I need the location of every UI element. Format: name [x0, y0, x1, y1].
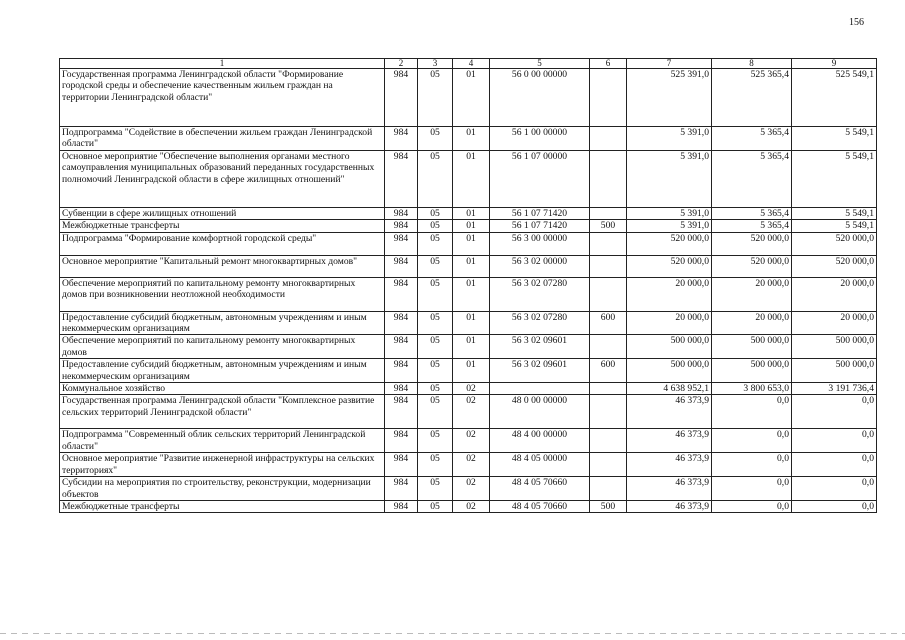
amount-col-9: 0,0 [792, 453, 877, 477]
expense-type: 500 [590, 220, 627, 232]
subsection-code: 01 [453, 207, 490, 219]
subsection-code: 01 [453, 69, 490, 127]
subsection-code: 01 [453, 277, 490, 311]
item-name: Подпрограмма "Содействие в обеспечении жильем граждан Ленинградской области" [60, 127, 385, 151]
table-row [60, 335, 877, 359]
table-row [60, 453, 877, 477]
amount-col-7: 5 391,0 [627, 150, 712, 207]
expense-type: 600 [590, 359, 627, 383]
table-row [60, 255, 877, 277]
item-name: Основное мероприятие "Капитальный ремонт многоквартирных домов" [60, 255, 385, 277]
item-name: Основное мероприятие "Обеспечение выполнения органами местного самоуправления муниципальных образований переданных государственных полномочий Ленинградской области в сфере жилищных отношений" [60, 150, 385, 207]
admin-code: 984 [385, 477, 418, 501]
expense-type [590, 453, 627, 477]
table-row [60, 383, 877, 395]
admin-code: 984 [385, 395, 418, 429]
amount-col-9: 500 000,0 [792, 335, 877, 359]
amount-col-7: 500 000,0 [627, 359, 712, 383]
amount-col-8: 5 365,4 [712, 220, 792, 232]
subsection-code: 02 [453, 395, 490, 429]
item-name: Коммунальное хозяйство [60, 383, 385, 395]
expense-type [590, 477, 627, 501]
section-code: 05 [418, 477, 453, 501]
subsection-code: 01 [453, 255, 490, 277]
amount-col-7: 500 000,0 [627, 335, 712, 359]
amount-col-8: 0,0 [712, 429, 792, 453]
amount-col-7: 20 000,0 [627, 277, 712, 311]
amount-col-7: 520 000,0 [627, 255, 712, 277]
table-row [60, 395, 877, 429]
amount-col-9: 20 000,0 [792, 311, 877, 335]
item-name: Государственная программа Ленинградской области "Комплексное развитие сельских территорий Ленинградской области" [60, 395, 385, 429]
item-name: Субсидии на мероприятия по строительству, реконструкции, модернизации объектов [60, 477, 385, 501]
expense-type: 500 [590, 500, 627, 512]
amount-col-7: 20 000,0 [627, 311, 712, 335]
amount-col-9: 5 549,1 [792, 207, 877, 219]
admin-code: 984 [385, 232, 418, 255]
amount-col-7: 46 373,9 [627, 395, 712, 429]
section-code: 05 [418, 359, 453, 383]
amount-col-9: 0,0 [792, 500, 877, 512]
subsection-code: 01 [453, 232, 490, 255]
header-col-1: 1 [60, 59, 385, 69]
target-code: 56 0 00 00000 [490, 69, 590, 127]
table-row [60, 232, 877, 255]
admin-code: 984 [385, 127, 418, 151]
amount-col-8: 20 000,0 [712, 311, 792, 335]
amount-col-9: 3 191 736,4 [792, 383, 877, 395]
header-col-6: 6 [590, 59, 627, 69]
amount-col-8: 5 365,4 [712, 150, 792, 207]
admin-code: 984 [385, 255, 418, 277]
section-code: 05 [418, 383, 453, 395]
amount-col-9: 5 549,1 [792, 150, 877, 207]
table-row [60, 277, 877, 311]
amount-col-9: 520 000,0 [792, 255, 877, 277]
table-row [60, 207, 877, 219]
amount-col-7: 5 391,0 [627, 127, 712, 151]
admin-code: 984 [385, 500, 418, 512]
expense-type [590, 69, 627, 127]
admin-code: 984 [385, 220, 418, 232]
subsection-code: 01 [453, 311, 490, 335]
amount-col-7: 5 391,0 [627, 220, 712, 232]
target-code [490, 383, 590, 395]
target-code: 56 3 02 00000 [490, 255, 590, 277]
item-name: Межбюджетные трансферты [60, 220, 385, 232]
subsection-code: 02 [453, 429, 490, 453]
amount-col-9: 0,0 [792, 429, 877, 453]
item-name: Основное мероприятие "Развитие инженерной инфраструктуры на сельских территориях" [60, 453, 385, 477]
amount-col-8: 0,0 [712, 453, 792, 477]
amount-col-8: 500 000,0 [712, 335, 792, 359]
admin-code: 984 [385, 207, 418, 219]
expense-type [590, 429, 627, 453]
amount-col-7: 46 373,9 [627, 477, 712, 501]
amount-col-7: 520 000,0 [627, 232, 712, 255]
expense-type [590, 127, 627, 151]
expense-type [590, 255, 627, 277]
target-code: 56 1 00 00000 [490, 127, 590, 151]
amount-col-8: 3 800 653,0 [712, 383, 792, 395]
amount-col-8: 520 000,0 [712, 232, 792, 255]
table-row [60, 311, 877, 335]
expense-type [590, 232, 627, 255]
subsection-code: 01 [453, 127, 490, 151]
admin-code: 984 [385, 453, 418, 477]
table-row [60, 429, 877, 453]
admin-code: 984 [385, 69, 418, 127]
section-code: 05 [418, 150, 453, 207]
amount-col-9: 525 549,1 [792, 69, 877, 127]
amount-col-9: 5 549,1 [792, 220, 877, 232]
admin-code: 984 [385, 335, 418, 359]
amount-col-9: 20 000,0 [792, 277, 877, 311]
section-code: 05 [418, 277, 453, 311]
table-row [60, 477, 877, 501]
table-row [60, 150, 877, 207]
amount-col-8: 0,0 [712, 500, 792, 512]
amount-col-7: 46 373,9 [627, 500, 712, 512]
admin-code: 984 [385, 150, 418, 207]
section-code: 05 [418, 232, 453, 255]
amount-col-9: 5 549,1 [792, 127, 877, 151]
amount-col-8: 20 000,0 [712, 277, 792, 311]
target-code: 48 4 05 70660 [490, 500, 590, 512]
item-name: Подпрограмма "Современный облик сельских территорий Ленинградской области" [60, 429, 385, 453]
subsection-code: 02 [453, 477, 490, 501]
expense-type [590, 207, 627, 219]
subsection-code: 01 [453, 359, 490, 383]
expense-type: 600 [590, 311, 627, 335]
item-name: Обеспечение мероприятий по капитальному ремонту многоквартирных домов [60, 335, 385, 359]
header-col-9: 9 [792, 59, 877, 69]
amount-col-9: 520 000,0 [792, 232, 877, 255]
admin-code: 984 [385, 311, 418, 335]
target-code: 48 4 00 00000 [490, 429, 590, 453]
amount-col-9: 500 000,0 [792, 359, 877, 383]
target-code: 48 4 05 70660 [490, 477, 590, 501]
scan-edge-line [0, 633, 905, 634]
section-code: 05 [418, 453, 453, 477]
section-code: 05 [418, 429, 453, 453]
item-name: Государственная программа Ленинградской области "Формирование городской среды и обеспечение качественным жильем граждан на территории Ленинградской области" [60, 69, 385, 127]
section-code: 05 [418, 395, 453, 429]
expense-type [590, 277, 627, 311]
expense-type [590, 383, 627, 395]
section-code: 05 [418, 335, 453, 359]
section-code: 05 [418, 255, 453, 277]
amount-col-7: 46 373,9 [627, 453, 712, 477]
amount-col-8: 0,0 [712, 395, 792, 429]
item-name: Подпрограмма "Формирование комфортной городской среды" [60, 232, 385, 255]
section-code: 05 [418, 69, 453, 127]
amount-col-8: 525 365,4 [712, 69, 792, 127]
expense-type [590, 150, 627, 207]
amount-col-8: 0,0 [712, 477, 792, 501]
target-code: 56 3 02 09601 [490, 359, 590, 383]
header-col-2: 2 [385, 59, 418, 69]
header-row [60, 59, 877, 69]
budget-table [59, 58, 877, 513]
section-code: 05 [418, 500, 453, 512]
admin-code: 984 [385, 359, 418, 383]
table-row [60, 220, 877, 232]
table-row [60, 359, 877, 383]
table-row [60, 69, 877, 127]
page-number: 156 [849, 17, 864, 28]
section-code: 05 [418, 220, 453, 232]
amount-col-8: 500 000,0 [712, 359, 792, 383]
subsection-code: 02 [453, 453, 490, 477]
header-col-8: 8 [712, 59, 792, 69]
header-col-7: 7 [627, 59, 712, 69]
target-code: 56 3 02 07280 [490, 277, 590, 311]
target-code: 48 0 00 00000 [490, 395, 590, 429]
amount-col-8: 520 000,0 [712, 255, 792, 277]
target-code: 56 1 07 71420 [490, 220, 590, 232]
header-col-5: 5 [490, 59, 590, 69]
expense-type [590, 335, 627, 359]
amount-col-7: 5 391,0 [627, 207, 712, 219]
admin-code: 984 [385, 429, 418, 453]
subsection-code: 01 [453, 335, 490, 359]
table-row [60, 127, 877, 151]
subsection-code: 02 [453, 500, 490, 512]
header-col-3: 3 [418, 59, 453, 69]
target-code: 56 3 02 07280 [490, 311, 590, 335]
admin-code: 984 [385, 383, 418, 395]
header-col-4: 4 [453, 59, 490, 69]
target-code: 56 3 00 00000 [490, 232, 590, 255]
item-name: Межбюджетные трансферты [60, 500, 385, 512]
admin-code: 984 [385, 277, 418, 311]
amount-col-9: 0,0 [792, 395, 877, 429]
target-code: 56 3 02 09601 [490, 335, 590, 359]
amount-col-8: 5 365,4 [712, 127, 792, 151]
item-name: Предоставление субсидий бюджетным, автономным учреждениям и иным некоммерческим организациям [60, 311, 385, 335]
expense-type [590, 395, 627, 429]
item-name: Обеспечение мероприятий по капитальному ремонту многоквартирных домов при возникновении неотложной необходимости [60, 277, 385, 311]
item-name: Субвенции в сфере жилищных отношений [60, 207, 385, 219]
amount-col-9: 0,0 [792, 477, 877, 501]
subsection-code: 01 [453, 220, 490, 232]
subsection-code: 01 [453, 150, 490, 207]
item-name: Предоставление субсидий бюджетным, автономным учреждениям и иным некоммерческим организациям [60, 359, 385, 383]
target-code: 56 1 07 71420 [490, 207, 590, 219]
amount-col-7: 46 373,9 [627, 429, 712, 453]
subsection-code: 02 [453, 383, 490, 395]
amount-col-7: 525 391,0 [627, 69, 712, 127]
section-code: 05 [418, 311, 453, 335]
target-code: 56 1 07 00000 [490, 150, 590, 207]
section-code: 05 [418, 127, 453, 151]
amount-col-7: 4 638 952,1 [627, 383, 712, 395]
amount-col-8: 5 365,4 [712, 207, 792, 219]
table-row [60, 500, 877, 512]
section-code: 05 [418, 207, 453, 219]
target-code: 48 4 05 00000 [490, 453, 590, 477]
